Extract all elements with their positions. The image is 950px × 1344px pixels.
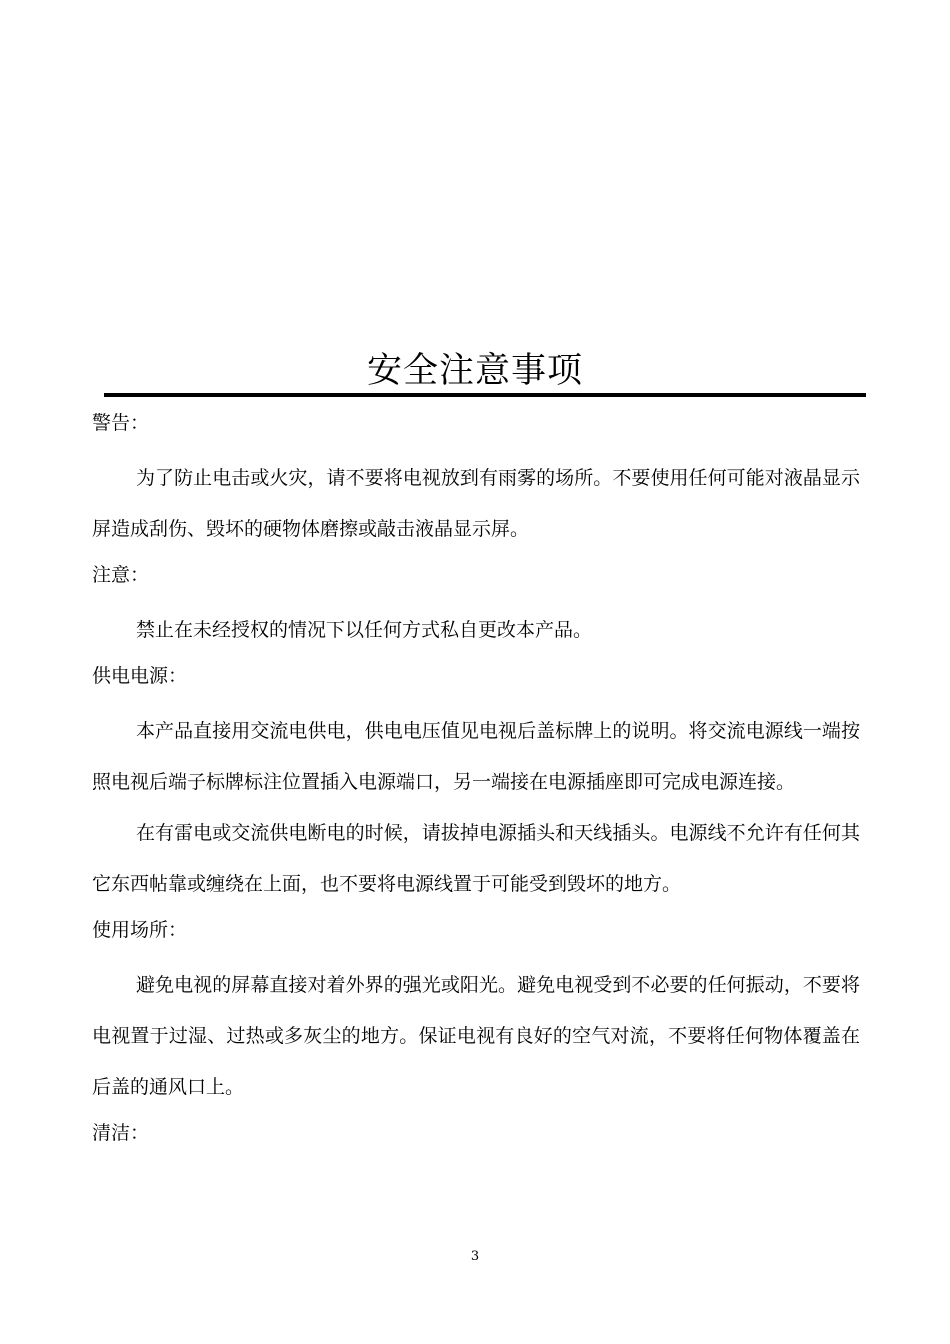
section-paragraph: 本产品直接用交流电供电，供电电压值见电视后盖标牌上的说明。将交流电源线一端按照电视后端子标牌标注位置插入电源端口，另一端接在电源插座即可完成电源连接。 (92, 720, 860, 793)
section-heading: 清洁： (92, 1122, 150, 1144)
section-heading: 供电电源： (92, 665, 188, 687)
section-cleaning (92, 1113, 860, 1154)
section-power-supply (92, 656, 860, 910)
section-warning (92, 403, 860, 555)
section-paragraph: 为了防止电击或火灾，请不要将电视放到有雨雾的场所。不要使用任何可能对液晶显示屏造成刮伤、毁坏的硬物体磨擦或敲击液晶显示屏。 (92, 467, 860, 540)
document-body (92, 403, 860, 1163)
section-paragraph: 避免电视的屏幕直接对着外界的强光或阳光。避免电视受到不必要的任何振动，不要将电视置于过湿、过热或多灰尘的地方。保证电视有良好的空气对流，不要将任何物体覆盖在后盖的通风口上。 (92, 974, 860, 1098)
section-heading: 注意： (92, 564, 150, 586)
section-heading: 使用场所： (92, 919, 188, 941)
section-paragraph: 在有雷电或交流供电断电的时候，请拔掉电源插头和天线插头。电源线不允许有任何其它东西帖靠或缠绕在上面，也不要将电源线置于可能受到毁坏的地方。 (92, 822, 860, 895)
page-title: 安全注意事项 (366, 351, 583, 391)
section-paragraph: 禁止在未经授权的情况下以任何方式私自更改本产品。 (136, 619, 593, 641)
section-heading: 警告： (92, 412, 150, 434)
page-number: 3 (470, 1249, 480, 1264)
title-underline (104, 393, 866, 397)
section-caution (92, 555, 860, 656)
section-usage-location (92, 910, 860, 1113)
